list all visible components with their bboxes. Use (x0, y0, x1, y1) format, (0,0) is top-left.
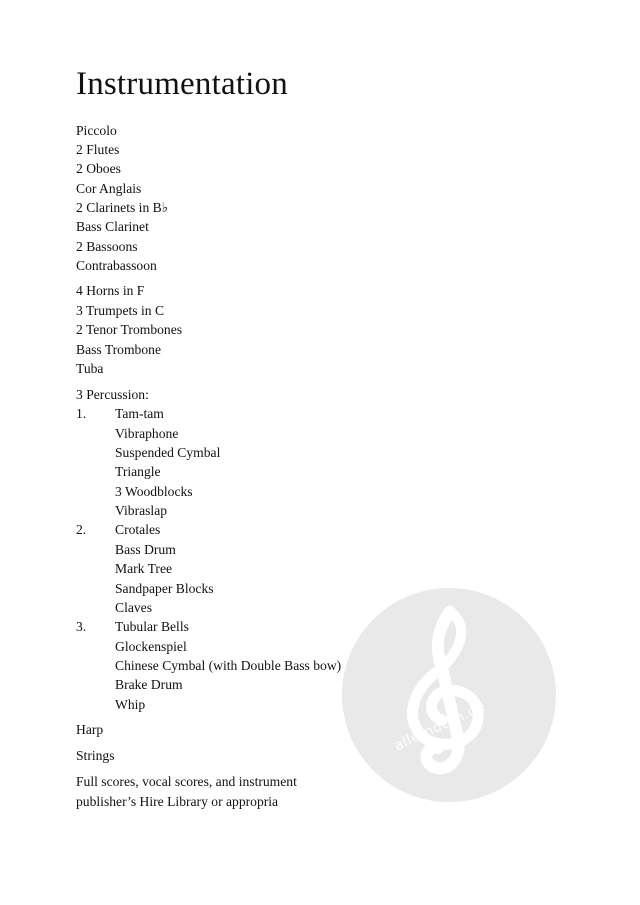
instrument-line: 4 Horns in F (76, 283, 145, 298)
percussion-item: Tubular Bells (115, 619, 189, 634)
footer-line: publisher’s Hire Library or appropria (76, 794, 279, 809)
percussion-item: 3 Woodblocks (115, 484, 193, 499)
percussion-item: Vibraslap (115, 503, 168, 518)
instrument-line: 2 Flutes (76, 142, 120, 157)
instrument-line: Contrabassoon (76, 258, 157, 273)
percussion-item: Mark Tree (115, 561, 173, 576)
player-number: 2. (76, 522, 87, 537)
instrument-line: Bass Trombone (76, 342, 161, 357)
instrument-line: 2 Clarinets in B♭ (76, 200, 169, 215)
percussion-item: Sandpaper Blocks (115, 581, 214, 596)
percussion-item: Bass Drum (115, 542, 176, 557)
watermark-circle (342, 588, 556, 802)
percussion-item: Crotales (115, 522, 161, 537)
instrument-line: 2 Tenor Trombones (76, 322, 183, 337)
player-number: 1. (76, 406, 87, 421)
percussion-item: Triangle (115, 464, 161, 479)
percussion-item: Glockenspiel (115, 639, 187, 654)
percussion-item: Chinese Cymbal (with Double Bass bow) (115, 658, 342, 673)
percussion-item: Brake Drum (115, 677, 183, 692)
instrument-line: 2 Oboes (76, 161, 121, 176)
harp-line: Harp (76, 722, 104, 737)
percussion-item: Suspended Cymbal (115, 445, 221, 460)
treble-clef-icon (342, 588, 556, 802)
instrument-line: Tuba (76, 361, 104, 376)
instrument-line: Piccolo (76, 123, 117, 138)
strings-line: Strings (76, 748, 115, 763)
page-title: Instrumentation (76, 66, 288, 102)
percussion-item: Whip (115, 697, 146, 712)
instrument-line: 3 Trumpets in C (76, 303, 165, 318)
instrument-line: Cor Anglais (76, 181, 142, 196)
percussion-item: Vibraphone (115, 426, 179, 441)
footer-line: Full scores, vocal scores, and instrument (76, 774, 297, 789)
player-number: 3. (76, 619, 87, 634)
percussion-item: Claves (115, 600, 152, 615)
instrument-line: Bass Clarinet (76, 219, 149, 234)
watermark-text: alle-noten.de (392, 698, 489, 755)
percussion-item: Tam-tam (115, 406, 164, 421)
section-heading: 3 Percussion: (76, 387, 149, 402)
instrument-line: 2 Bassoons (76, 239, 138, 254)
